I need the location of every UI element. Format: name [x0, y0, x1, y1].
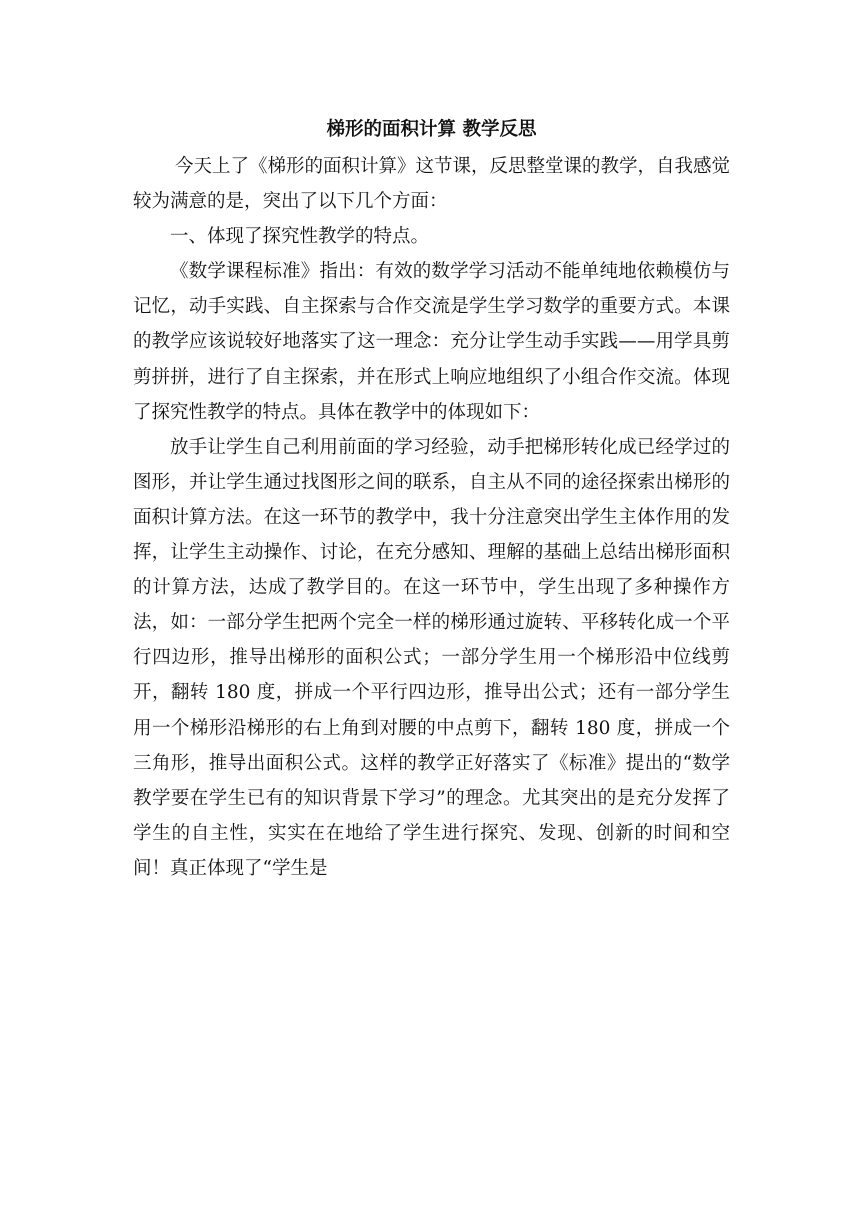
- document-title: 梯形的面积计算 教学反思: [326, 119, 537, 140]
- section-heading-1: 一、体现了探究性教学的特点。: [170, 226, 430, 248]
- document-body: [133, 114, 730, 886]
- body-paragraph-practice: 放手让学生自己利用前面的学习经验，动手把梯形转化成已经学过的图形，并让学生通过找图形之间的联系，自主从不同的途径探索出梯形的面积计算方法。在这一环节的教学中，我十分注意突出学生主体作用的发挥，让学生主动操作、讨论，在充分感知、理解的基础上总结出梯形面积的计算方法，达成了教学目的。在这一环节中，学生出现了多种操作方法，如：一部分学生把两个完全一样的梯形通过旋转、平移转化成一个平行四边形，推导出梯形的面积公式；一部分学生用一个梯形沿中位线剪开，翻转 180 度，拼成一个平行四边形，推导出公式；还有一部分学生用一个梯形沿梯形的右上角到对腰的中点剪下，翻转 180 度，拼成一个三角形，推导出面积公式。这样的教学正好落实了《标准》提出的“数学教学要在学生已有的知识背景下学习”的理念。尤其突出的是充分发挥了学生的自主性，实实在在地给了学生进行探究、发现、创新的时间和空间！真正体现了“学生是: [133, 436, 730, 879]
- body-paragraph-standard: 《数学课程标准》指出：有效的数学学习活动不能单纯地依赖模仿与记忆，动手实践、自主探索与合作交流是学生学习数学的重要方式。本课的教学应该说较好地落实了这一理念：充分让学生动手实践——用学具剪剪拼拼，进行了自主探索，并在形式上响应地组织了小组合作交流。体现了探究性教学的特点。具体在教学中的体现如下：: [133, 261, 730, 423]
- intro-paragraph: 今天上了《梯形的面积计算》这节课，反思整堂课的教学，自我感觉较为满意的是，突出了以下几个方面：: [133, 156, 731, 213]
